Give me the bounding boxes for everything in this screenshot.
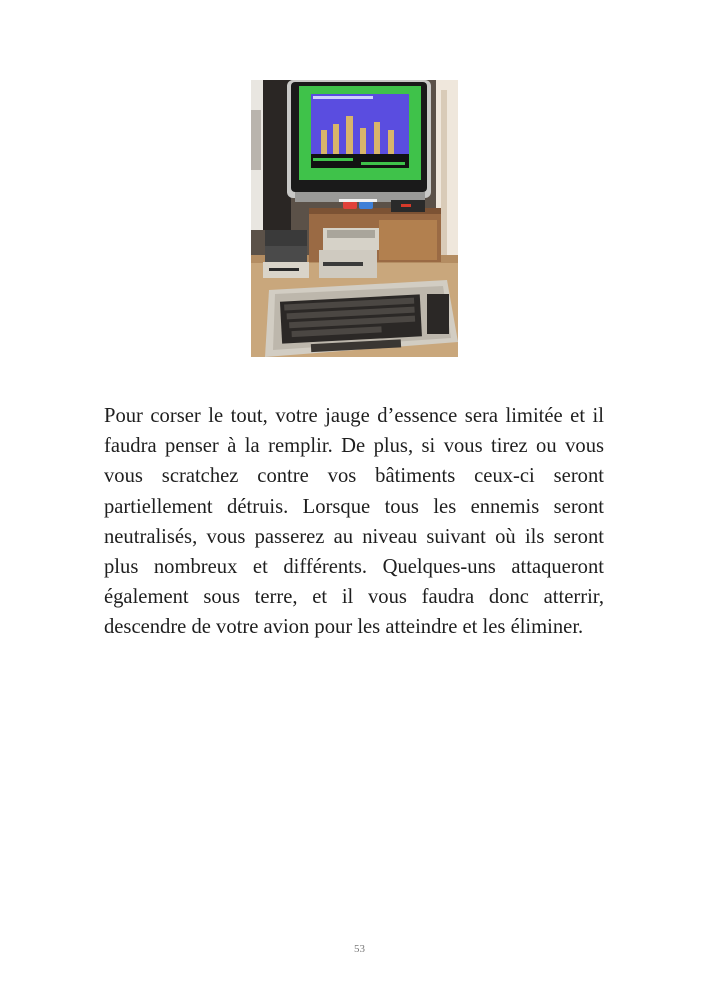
page-number: 53: [354, 943, 365, 955]
body-paragraph: Pour corser le tout, votre jauge d’essence sera limitée et il faudra penser à la remplir. De plus, si vous tirez ou vous vous scratchez contre vos bâtiments ceux-ci seront partiellement détruis. Lorsque tous les ennemis seront neutralisés, vous passerez au niveau suivant où ils seront plus nombreux et différents. Quelques-uns attaqueront également sous terre, et il vous faudra donc atterrir, descendre de votre avion pour les atteindre et les éliminer.: [104, 405, 604, 639]
commodore-64-photo: [251, 80, 458, 357]
